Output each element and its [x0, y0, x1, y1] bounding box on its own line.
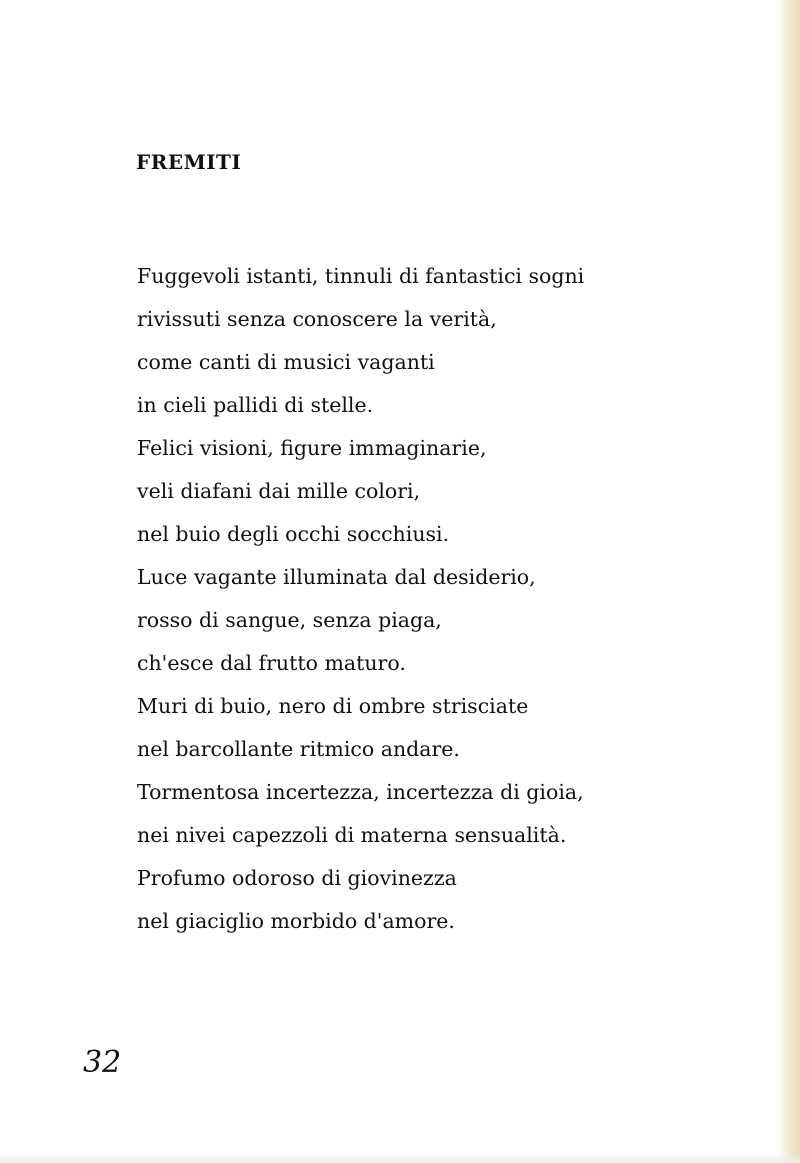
- page-bottom-shadow: [0, 1153, 800, 1163]
- poem-line: Muri di buio, nero di ombre strisciate: [137, 694, 529, 718]
- poem-title: FREMITI: [136, 150, 242, 174]
- poem-line: rivissuti senza conoscere la verità,: [137, 307, 497, 331]
- poem-line: nel buio degli occhi socchiusi.: [137, 522, 450, 546]
- poem-line: rosso di sangue, senza piaga,: [137, 608, 442, 632]
- page-edge-shadow: [778, 0, 800, 1163]
- poem-line: come canti di musici vaganti: [137, 350, 435, 374]
- poem-body: [137, 255, 584, 943]
- poem-line: Luce vagante illuminata dal desiderio,: [137, 565, 536, 589]
- page-number: 32: [83, 1045, 122, 1080]
- poem-line: Profumo odoroso di giovinezza: [137, 866, 457, 890]
- poem-line: in cieli pallidi di stelle.: [137, 393, 374, 417]
- poem-line: nei nivei capezzoli di materna sensualità.: [137, 823, 567, 847]
- poem-line: veli diafani dai mille colori,: [137, 479, 421, 503]
- poem-line: Fuggevoli istanti, tinnuli di fantastici sogni: [137, 264, 585, 288]
- poem-line: ch'esce dal frutto maturo.: [137, 651, 406, 675]
- poem-line: nel barcollante ritmico andare.: [137, 737, 460, 761]
- poem-line: Felici visioni, figure immaginarie,: [137, 436, 487, 460]
- poem-line: Tormentosa incertezza, incertezza di gioia,: [137, 780, 584, 804]
- poem-line: nel giaciglio morbido d'amore.: [137, 909, 455, 933]
